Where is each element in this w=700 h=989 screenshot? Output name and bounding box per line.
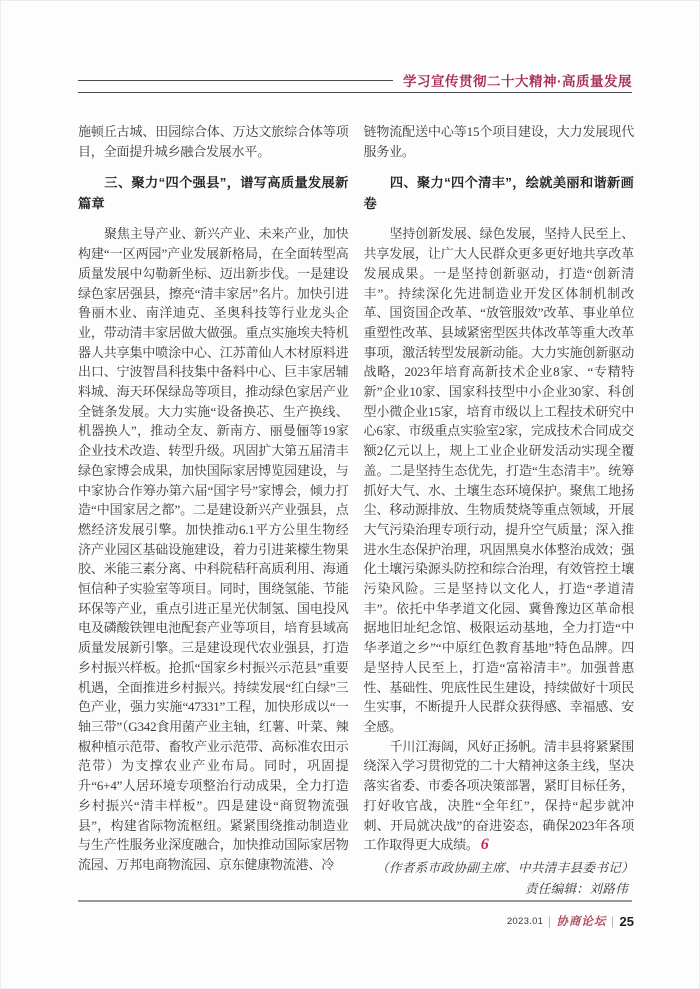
article-end-icon: 6 xyxy=(480,836,489,854)
editor-note: 责任编辑：刘路伟 xyxy=(524,881,628,896)
paragraph: 坚持创新发展、绿色发展，坚持人民至上、共享发展，让广大人民群众更多更好地共享改革发展成果。一是坚持创新驱动，打造“创新清丰”。持续深化先进制造业开发区体制机制改革、国资国企改革、“放管服效”改革、事业单位重塑性改革、县域紧密型医共体改革等重大改革事项，激活转型发展新动能。大力实施创新驱动战略，2023年培育高新技术企业8家、“专精特新”企业10家、国家科技型中小企业30家、科创型小微企业15家，培育市级以上工程技术研究中心6家、市级重点实验室2家，完成技术合同成交额2亿元以上，规上工业企业研发活动实现全覆盖。二是坚持生态优先，打造“生态清丰”。统筹抓好大气、水、土壤生态环境保护。聚焦工地扬尘、移动源排放、生物质焚烧等重点领域，开展大气污染治理专项行动，提升空气质量；深入推进水生态保护治理，巩固黑臭水体整治成效；强化土壤污染源头防控和综合治理，有效管控土壤污染风险。三是坚持以文化人，打造“孝道清丰”。依托中华孝道文化园、冀鲁豫边区革命根据地旧址纪念馆、极限运动基地，全力打造“中华孝道之乡”“中原红色教育基地”特色品牌。四是坚持人民至上，打造“富裕清丰”。加强普惠性、基础性、兜底性民生建设，持续做好十项民生实事，不断提升人民群众获得感、幸福感、安全感。 xyxy=(363,226,634,734)
left-column xyxy=(78,122,349,898)
header-rule xyxy=(78,80,393,81)
right-column xyxy=(364,122,635,898)
header-underline xyxy=(78,92,632,93)
page-footer xyxy=(507,913,634,929)
closing-paragraph-text: 千川江海阔，风好正扬帆。清丰县将紧紧围绕深入学习贯彻党的二十大精神这条主线，坚决落实省委、市委各项决策部署，紧盯目标任务，打好收官战，决胜“全年红”，保持“起步就冲刺、开局就决战”的奋进姿态，确保2023年各项工作取得更大成绩。 xyxy=(363,738,634,853)
paragraph-continuation: 施顿丘古城、田园综合体、万达文旅综合体等项目，全面提升城乡融合发展水平。 xyxy=(78,124,349,159)
section-heading-3: 三、聚力“四个强县”，谱写高质量发展新篇章 xyxy=(78,175,349,212)
footer-divider: | xyxy=(612,914,614,928)
footer-divider: | xyxy=(548,914,551,928)
section-label: 学习宣传贯彻二十大精神·高质量发展 xyxy=(403,74,632,89)
author-note: （作者系市政协副主席、中共清丰县委书记） xyxy=(376,860,634,875)
paragraph: 聚焦主导产业、新兴产业、未来产业，加快构建“一区两园”产业发展新格局，在全面转型高质量发展中勾勒新坐标、迈出新步伐。一是建设绿色家居强县，擦亮“清丰家居”名片。加快引进鲁丽木业、南洋迪克、圣奥科技等行业龙头企业，带动清丰家居做大做强。重点实施埃夫特机器人共享集中喷涂中心、江苏莆仙人木材原料进出口、宁波智昌科技集中备料中心、巨丰家居辅料城、海天环保绿岛等项目，推动绿色家居产业全链条发展。大力实施“设备换芯、生产换线、机器换人”，推动全友、新南方、丽曼俪等19家企业技术改造、转型升级。巩固扩大第五届清丰绿色家博会成果，加快国际家居博览园建设，与中家协合作筹办第六届“国字号”家博会，倾力打造“中国家居之都”。二是建设新兴产业强县，点燃经济发展引擎。加快推动6.1平方公里生物经济产业园区基础设施建设，着力引进莱檬生物果胶、米能三素分离、中科院秸秆高质利用、海通恒信种子实验室等项目。同时，围绕氢能、节能环保等产业，重点引进正星光伏制氢、国电投风电及磷酸铁锂电池配套产业等项目，培育县域高质量发展新引擎。三是建设现代农业强县，打造乡村振兴样板。抢抓“国家乡村振兴示范县”重要机遇，全面推进乡村振兴。持续发展“红白绿”三色产业，强力实施“47331”工程，加快形成以“一轴三带”（G342食用菌产业主轴，红薯、叶菜、辣椒种植示范带、畜牧产业示范带、高标准农田示范带）为支撑农业产业布局。同时，巩固提升“6+4”人居环境专项整治行动成果，全力打造乡村振兴“清丰样板”。四是建设“商贸物流强县”，构建省际物流枢纽。紧紧围绕推动制造业与生产性服务业深度融合，加快推动国际家居物流园、万邦电商物流园、京东健康物流港、冷 xyxy=(78,226,349,872)
article-body xyxy=(78,122,634,898)
page-header xyxy=(78,70,632,90)
issue-date: 2023.01 xyxy=(506,915,544,927)
closing-paragraph xyxy=(364,737,635,855)
journal-logo: 协商论坛 xyxy=(556,916,607,928)
section-heading-4: 四、聚力“四个清丰”，绘就美丽和谐新画卷 xyxy=(363,175,634,212)
paragraph-continuation: 链物流配送中心等15个项目建设，大力发展现代服务业。 xyxy=(363,124,634,159)
page-number: 25 xyxy=(619,913,634,929)
footer-rule xyxy=(78,900,632,902)
